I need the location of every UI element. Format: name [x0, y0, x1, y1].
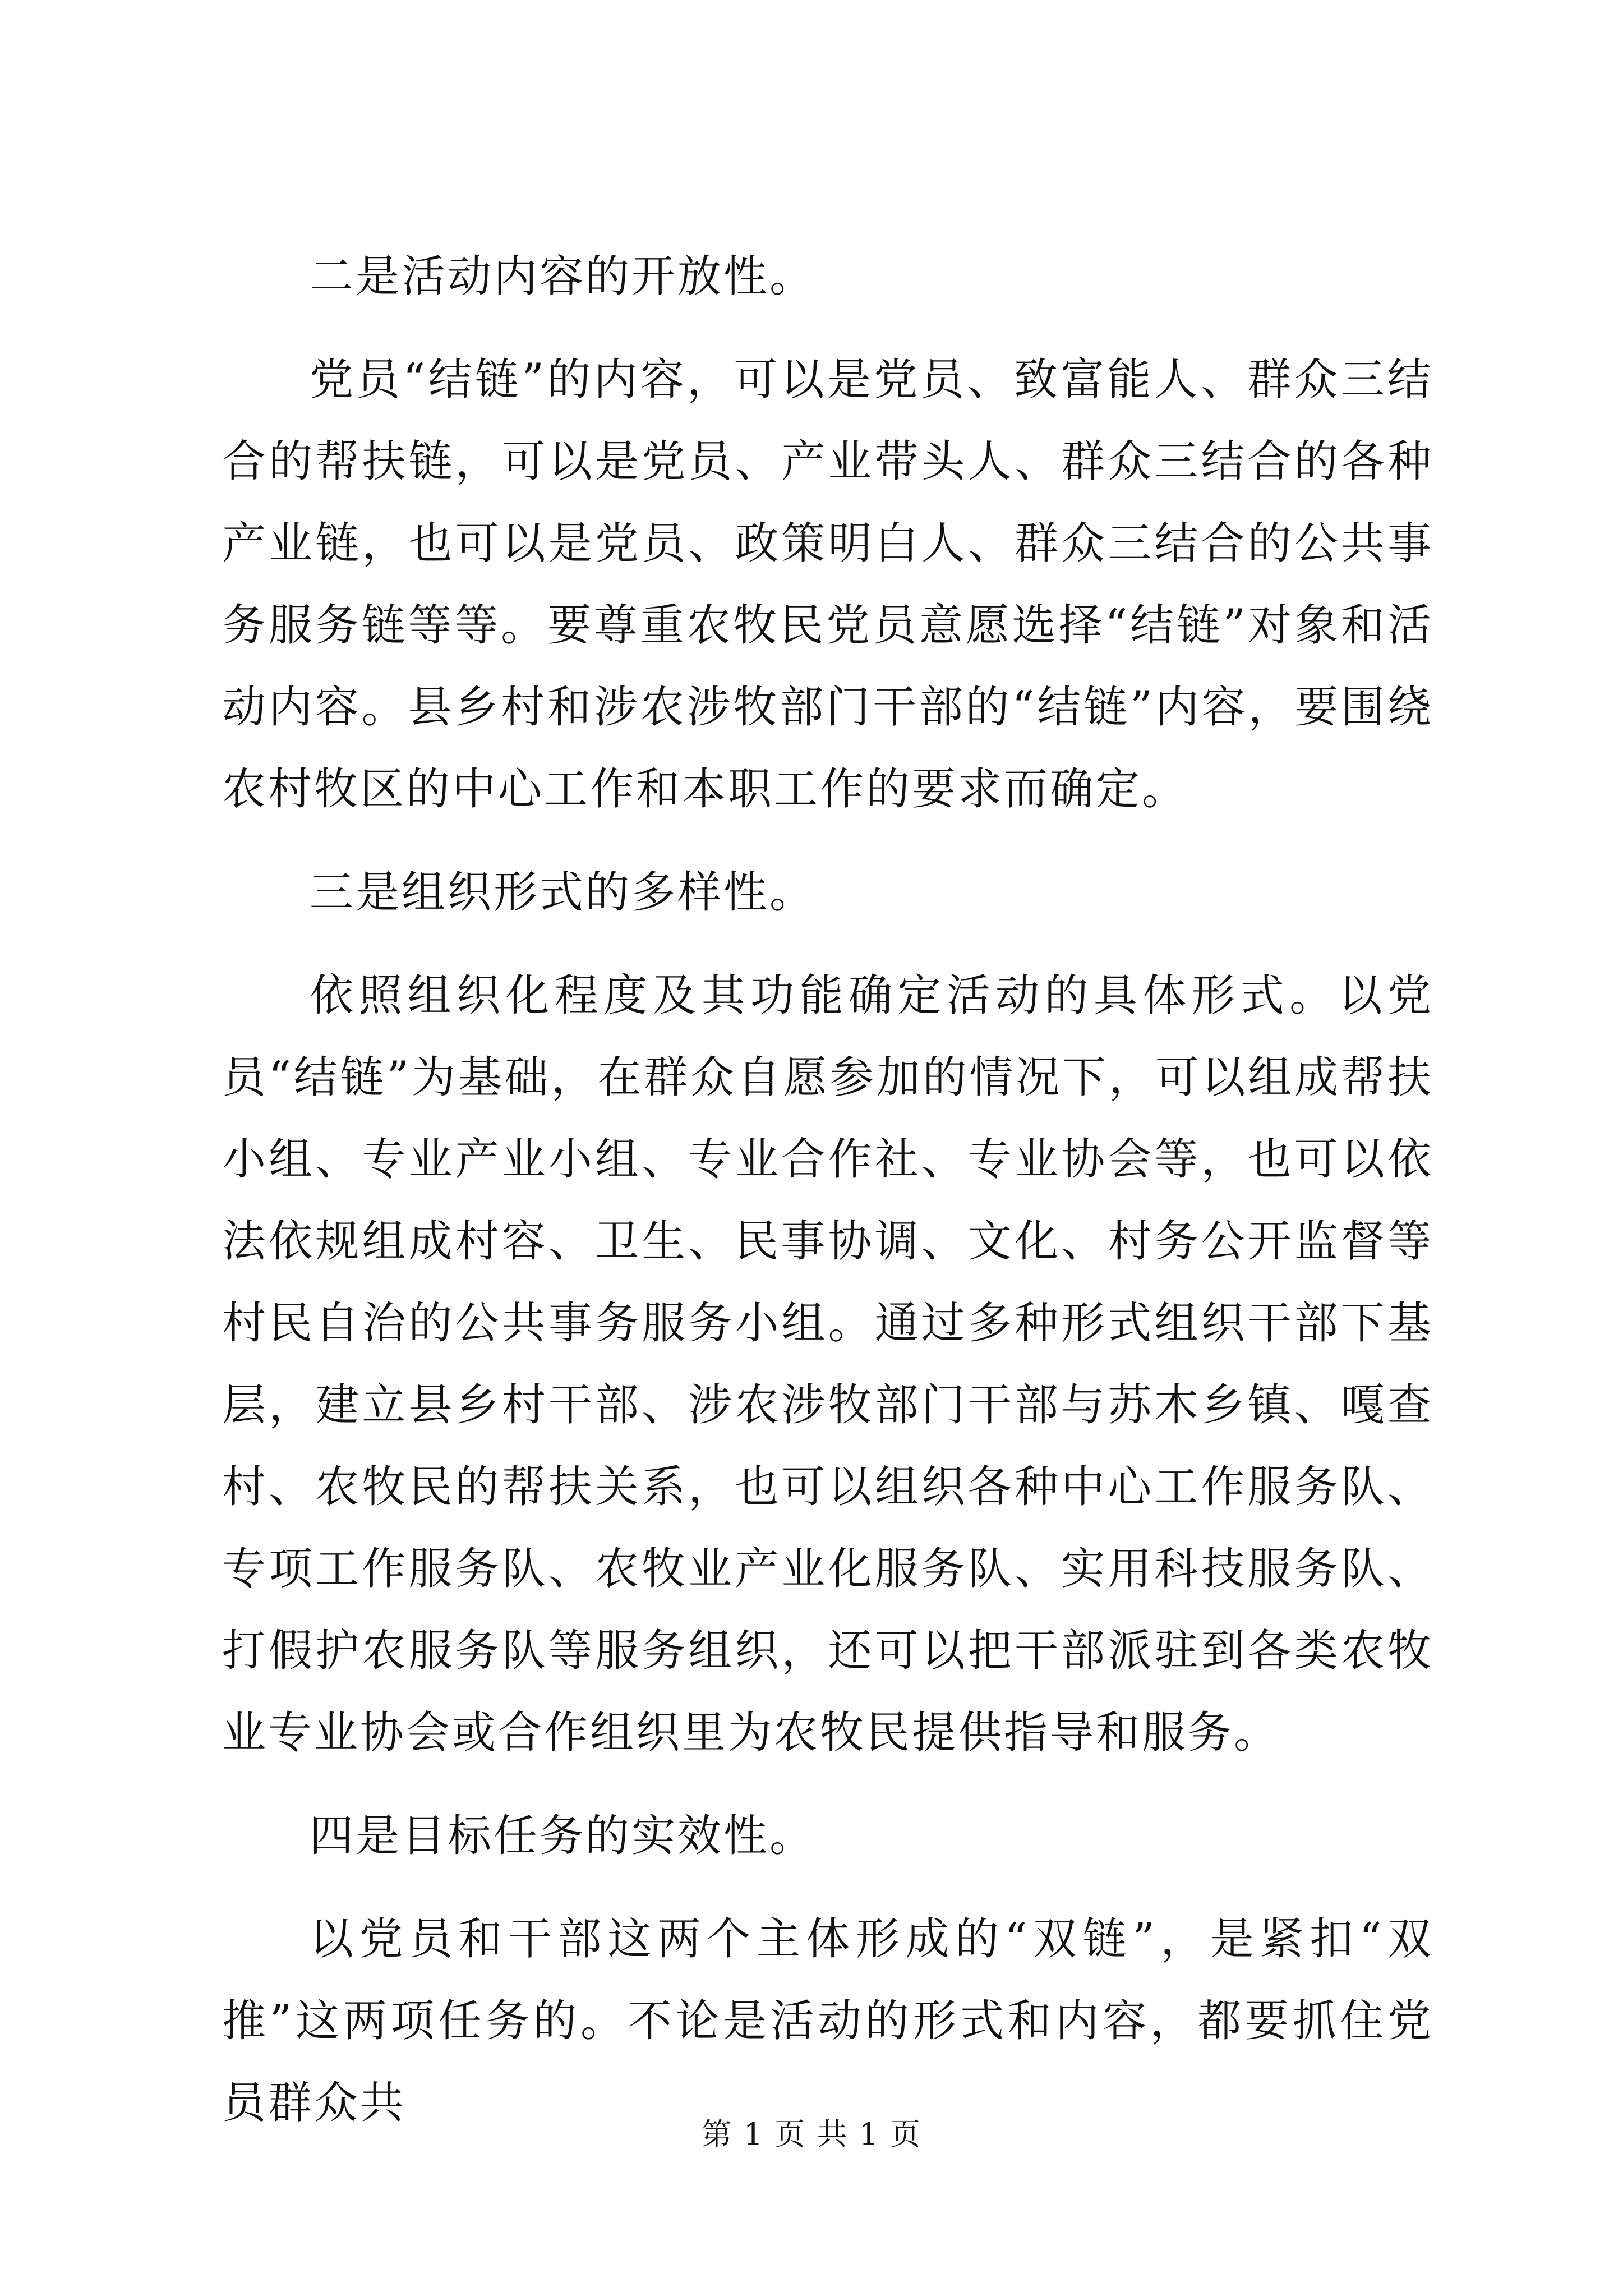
- document-body: [222, 236, 1433, 2165]
- paragraph-effectiveness-content: 以党员和干部这两个主体形成的“双链”，是紧扣“双推”这两项任务的。不论是活动的形式和内容，都要抓住党员群众共: [222, 1914, 1433, 2128]
- section-heading-effectiveness: 四是目标任务的实效性。: [310, 1811, 816, 1861]
- page-footer: 第 1 页 共 1 页: [701, 2116, 922, 2152]
- paragraph-diversity-content: 依照组织化程度及其功能确定活动的具体形式。以党员“结链”为基础，在群众自愿参加的情况下，可以组成帮扶小组、专业产业小组、专业合作社、专业协会等，也可以依法依规组成村容、卫生、民事协调、文化、村务公开监督等村民自治的公共事务服务小组。通过多种形式组织干部下基层，建立县乡村干部、涉农涉牧部门干部与苏木乡镇、嘎查村、农牧民的帮扶关系，也可以组织各种中心工作服务队、专项工作服务队、农牧业产业化服务队、实用科技服务队、打假护农服务队等服务组织，还可以把干部派驻到各类农牧业专业协会或合作组织里为农牧民提供指导和服务。: [222, 970, 1433, 1758]
- section-heading-diversity: 三是组织形式的多样性。: [310, 867, 816, 918]
- paragraph-openness-content: 党员“结链”的内容，可以是党员、致富能人、群众三结合的帮扶链，可以是党员、产业带头人、群众三结合的各种产业链，也可以是党员、政策明白人、群众三结合的公共事务服务链等等。要尊重农牧民党员意愿选择“结链”对象和活动内容。县乡村和涉农涉牧部门干部的“结链”内容，要围绕农村牧区的中心工作和本职工作的要求而确定。: [222, 355, 1433, 815]
- section-heading-openness: 二是活动内容的开放性。: [310, 251, 816, 302]
